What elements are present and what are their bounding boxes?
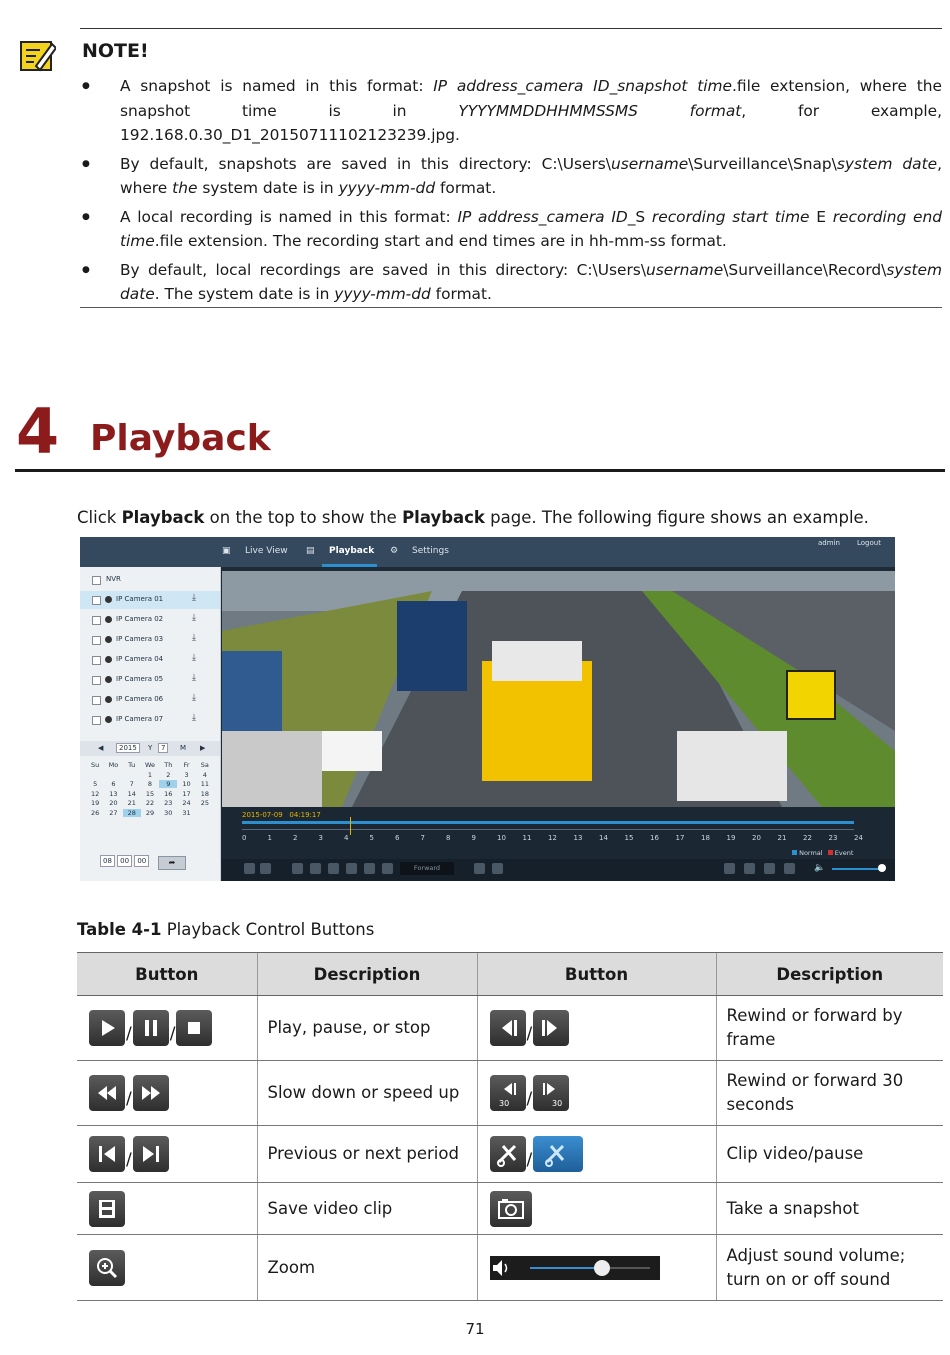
calendar-day[interactable]: 13: [109, 789, 118, 798]
volume-slider-track[interactable]: [832, 868, 884, 870]
camera-item[interactable]: IP Camera 07 ⤓: [80, 711, 220, 729]
download-icon: ⤓: [192, 593, 196, 603]
timeline-hour-label: 15: [624, 834, 634, 842]
control-buttons-table: [77, 952, 943, 1301]
calendar-day[interactable]: 21: [127, 799, 136, 807]
table-header: Button: [77, 953, 257, 996]
note-title: NOTE!: [82, 40, 149, 62]
rewind-30s-icon[interactable]: [364, 863, 375, 874]
timeline-hour-label: 23: [828, 834, 838, 842]
calendar-weekday: We: [144, 761, 156, 769]
note-item: ● By default, local recordings are saved in this directory: C:\Users\username\Surveillance\Record\system date. The system date is in yyyy-mm-dd format.: [80, 258, 942, 307]
zoom-icon[interactable]: [784, 863, 795, 874]
calendar-weekday: Tu: [128, 761, 136, 769]
table-cell: Previous or next period: [257, 1126, 477, 1183]
calendar-weekday: Sa: [200, 761, 209, 769]
calendar-day[interactable]: 18: [200, 789, 209, 798]
timeline-panel[interactable]: [222, 807, 895, 881]
page-number: 71: [465, 1320, 485, 1338]
table-header: Button: [477, 953, 716, 996]
legend: Normal Event: [792, 849, 853, 857]
timeline-hour-label: 22: [803, 834, 812, 842]
timeline-axis: [242, 829, 854, 830]
timeline-hour-label: 3: [318, 834, 323, 842]
video-feed: [222, 571, 895, 807]
calendar-day[interactable]: 26: [91, 808, 100, 817]
timeline-hour-label: 19: [726, 834, 736, 842]
calendar-day[interactable]: 19: [91, 799, 100, 807]
next-period-icon: [133, 1136, 169, 1172]
table-cell: Play, pause, or stop: [257, 996, 477, 1061]
table-cell: Save video clip: [257, 1183, 477, 1235]
tree-root[interactable]: NVR: [80, 571, 220, 589]
timeline-hour-label: 1: [267, 834, 272, 842]
table-row: / Slow down or speed up 30 / 30 Rewind or forward 30 seconds: [77, 1061, 943, 1126]
go-button[interactable]: ➦: [158, 856, 186, 870]
volume-slider-thumb[interactable]: [878, 864, 886, 872]
calendar-day[interactable]: 16: [164, 789, 173, 798]
clip-icon[interactable]: [724, 863, 735, 874]
calendar-day[interactable]: 4: [202, 770, 207, 779]
table-row: [77, 1183, 943, 1235]
timeline-hour-label: 17: [675, 834, 685, 842]
forward-30s-icon[interactable]: [382, 863, 393, 874]
table-header: Description: [716, 953, 943, 996]
calendar-day[interactable]: 12: [91, 789, 100, 798]
download-icon: ⤓: [192, 673, 196, 683]
speed-up-icon: [133, 1075, 169, 1111]
intro-paragraph: Click Playback on the top to show the Playback page. The following figure shows an example.: [77, 508, 869, 527]
calendar-day[interactable]: 17: [182, 789, 191, 798]
download-icon: ⤓: [192, 653, 196, 663]
calendar-day[interactable]: 23: [164, 799, 173, 807]
timeline-hour-label: 24: [854, 834, 863, 842]
calendar-day[interactable]: 22: [145, 799, 155, 807]
calendar[interactable]: [86, 761, 214, 817]
monitor-icon: ▣: [222, 546, 231, 556]
slow-down-icon: [89, 1075, 125, 1111]
note-item: ● By default, snapshots are saved in this directory: C:\Users\username\Surveillance\Snap\system date, where the system date is in yyyy-mm-dd format.: [80, 152, 942, 201]
download-icon: ⤓: [192, 693, 196, 703]
calendar-day[interactable]: 15: [145, 789, 155, 798]
calendar-day[interactable]: 9: [159, 780, 177, 788]
download-icon: ⤓: [192, 713, 196, 723]
table-cell: Zoom: [257, 1235, 477, 1301]
note-item: ● A snapshot is named in this format: IP address_camera ID_snapshot time.file extension, where the snapshot time is in YYYYMMDDHHMMSSMS format, for example, 192.168.0.30_D1_20150711102123239.jpg.: [80, 74, 942, 148]
year-month-selector[interactable]: ◀ 2015 Y 7 M ▶: [80, 741, 220, 756]
calendar-day[interactable]: 27: [109, 808, 118, 817]
calendar-day[interactable]: 14: [127, 789, 136, 798]
chapter-title: Playback: [90, 418, 271, 459]
timeline-hour-label: 6: [395, 834, 400, 842]
calendar-day: [86, 771, 104, 779]
note-bottom-rule: [80, 307, 942, 308]
note-pencil-icon: [20, 38, 56, 72]
clip-pause-icon: [533, 1136, 583, 1172]
label-30: 30: [552, 1099, 563, 1108]
film-icon: ▤: [306, 546, 315, 556]
table-cell: Rewind or forward by frame: [716, 996, 943, 1061]
table-cell: Clip video/pause: [716, 1126, 943, 1183]
table-row: / Previous or next period / Clip video/pause: [77, 1126, 943, 1183]
user-name: admin: [818, 539, 840, 547]
timeline-hour-label: 20: [752, 834, 761, 842]
chapter-rule: [15, 469, 945, 472]
note-item: ● A local recording is named in this format: IP address_camera ID_S recording start time E recording end time.file extension. The recording start and end times are in hh-mm-ss format.: [80, 205, 942, 254]
speed-up-icon[interactable]: [346, 863, 357, 874]
previous-period-icon: [89, 1136, 125, 1172]
table-row: / / Play, pause, or stop / Rewind or forward by frame: [77, 996, 943, 1061]
camera-item[interactable]: IP Camera 06 ⤓: [80, 691, 220, 709]
camera-item[interactable]: IP Camera 05 ⤓: [80, 671, 220, 689]
table-cell: Take a snapshot: [716, 1183, 943, 1235]
stop-icon: [176, 1010, 212, 1046]
timeline-hour-label: 11: [522, 834, 532, 842]
calendar-day[interactable]: 5: [93, 780, 98, 788]
save-icon[interactable]: [744, 863, 755, 874]
timeline-hour-label: 12: [548, 834, 557, 842]
table-cell: Slow down or speed up: [257, 1061, 477, 1126]
calendar-day[interactable]: 25: [200, 799, 209, 807]
next-period-icon[interactable]: [492, 863, 503, 874]
table-header: Description: [257, 953, 477, 996]
pause-icon[interactable]: [244, 863, 255, 874]
frame-forward-icon: [533, 1010, 569, 1046]
timeline-hour-label: 4: [344, 834, 349, 842]
camera-item[interactable]: IP Camera 03 ⤓: [80, 631, 220, 649]
timeline-hour-label: 21: [777, 834, 787, 842]
nav-playback[interactable]: Playback: [329, 546, 375, 556]
prev-month-icon: ◀: [98, 744, 104, 752]
legend-normal-swatch: [792, 850, 797, 855]
playback-screenshot: [80, 537, 895, 881]
calendar-day[interactable]: 7: [129, 780, 134, 788]
calendar-day[interactable]: 24: [182, 799, 191, 807]
legend-event-swatch: [828, 850, 833, 855]
frame-rewind-icon: [490, 1010, 526, 1046]
calendar-day: [104, 771, 122, 779]
next-month-icon: ▶: [200, 744, 206, 752]
time-input[interactable]: 08 00 00: [100, 857, 149, 865]
playhead[interactable]: [350, 817, 351, 835]
download-icon: ⤓: [192, 613, 196, 623]
calendar-day[interactable]: 29: [145, 808, 155, 817]
pause-icon: [133, 1010, 169, 1046]
calendar-weekday: Mo: [108, 761, 119, 769]
timeline-hour-label: 13: [573, 834, 583, 842]
calendar-day[interactable]: 28: [123, 809, 141, 817]
calendar-day[interactable]: 3: [184, 770, 189, 779]
rewind-30s-icon: [490, 1075, 526, 1111]
logout-link[interactable]: Logout: [857, 539, 881, 547]
timeline-hour-label: 10: [497, 834, 506, 842]
frame-rewind-icon[interactable]: [292, 863, 303, 874]
stop-icon[interactable]: [260, 863, 271, 874]
calendar-weekday: Su: [91, 761, 100, 769]
timeline-hour-label: 14: [599, 834, 608, 842]
label-30: 30: [498, 1099, 509, 1108]
calendar-weekday: Fr: [183, 761, 190, 769]
time-stamp: 2015-07-09 04:19:17: [242, 811, 321, 819]
volume-slider: [490, 1256, 660, 1280]
camera-item[interactable]: IP Camera 04 ⤓: [80, 651, 220, 669]
gear-icon: ⚙: [390, 546, 399, 556]
calendar-day[interactable]: 8: [147, 780, 153, 788]
download-icon: ⤓: [192, 633, 196, 643]
timeline-hour-label: 0: [242, 834, 247, 842]
chapter-number: 4: [16, 395, 60, 468]
save-icon: [89, 1191, 125, 1227]
camera-item[interactable]: IP Camera 01 ⤓: [80, 591, 220, 609]
camera-icon[interactable]: [764, 863, 775, 874]
nav-settings[interactable]: Settings: [412, 546, 449, 556]
forward-30s-icon: [533, 1075, 569, 1111]
timeline-hour-label: 2: [293, 834, 298, 842]
timeline-hour-label: 5: [369, 834, 374, 842]
calendar-day[interactable]: 1: [147, 770, 153, 779]
timeline-hour-label: 9: [471, 834, 476, 842]
table-header-row: [77, 953, 943, 996]
camera-item[interactable]: IP Camera 02 ⤓: [80, 611, 220, 629]
nav-live-view[interactable]: Live View: [245, 546, 288, 556]
calendar-day[interactable]: 6: [111, 780, 116, 788]
calendar-weekday: Th: [164, 761, 173, 769]
calendar-day: [196, 809, 214, 817]
calendar-day[interactable]: 11: [200, 780, 209, 788]
calendar-day[interactable]: 10: [182, 780, 191, 788]
table-cell: Adjust sound volume; turn on or off sound: [716, 1235, 943, 1301]
active-tab-indicator: [322, 564, 377, 567]
speaker-icon[interactable]: 🔈: [814, 863, 826, 873]
table-cell: Rewind or forward 30 seconds: [716, 1061, 943, 1126]
top-nav-bar: [80, 537, 895, 567]
timeline-hour-label: 18: [701, 834, 710, 842]
recording-bar-normal: [242, 821, 854, 824]
timeline-hour-label: 7: [420, 834, 425, 842]
camera-icon: [490, 1191, 532, 1227]
table-caption: Table 4-1 Playback Control Buttons: [77, 920, 375, 939]
frame-forward-icon[interactable]: [310, 863, 321, 874]
calendar-day[interactable]: 30: [164, 808, 173, 817]
play-icon: [89, 1010, 125, 1046]
slow-down-icon[interactable]: [328, 863, 339, 874]
calendar-day[interactable]: 20: [109, 799, 118, 807]
zoom-icon: [89, 1250, 125, 1286]
device-sidebar: [80, 567, 221, 881]
calendar-day[interactable]: 2: [166, 770, 171, 779]
timeline-hour-label: 16: [650, 834, 659, 842]
clip-icon: [490, 1136, 526, 1172]
speed-display: Forward: [400, 862, 454, 875]
calendar-day[interactable]: 31: [182, 808, 191, 817]
note-top-rule: [80, 28, 942, 29]
calendar-day: [123, 771, 141, 779]
table-row: [77, 1235, 943, 1301]
previous-period-icon[interactable]: [474, 863, 485, 874]
note-list: [80, 74, 942, 311]
timeline-hour-label: 8: [446, 834, 451, 842]
